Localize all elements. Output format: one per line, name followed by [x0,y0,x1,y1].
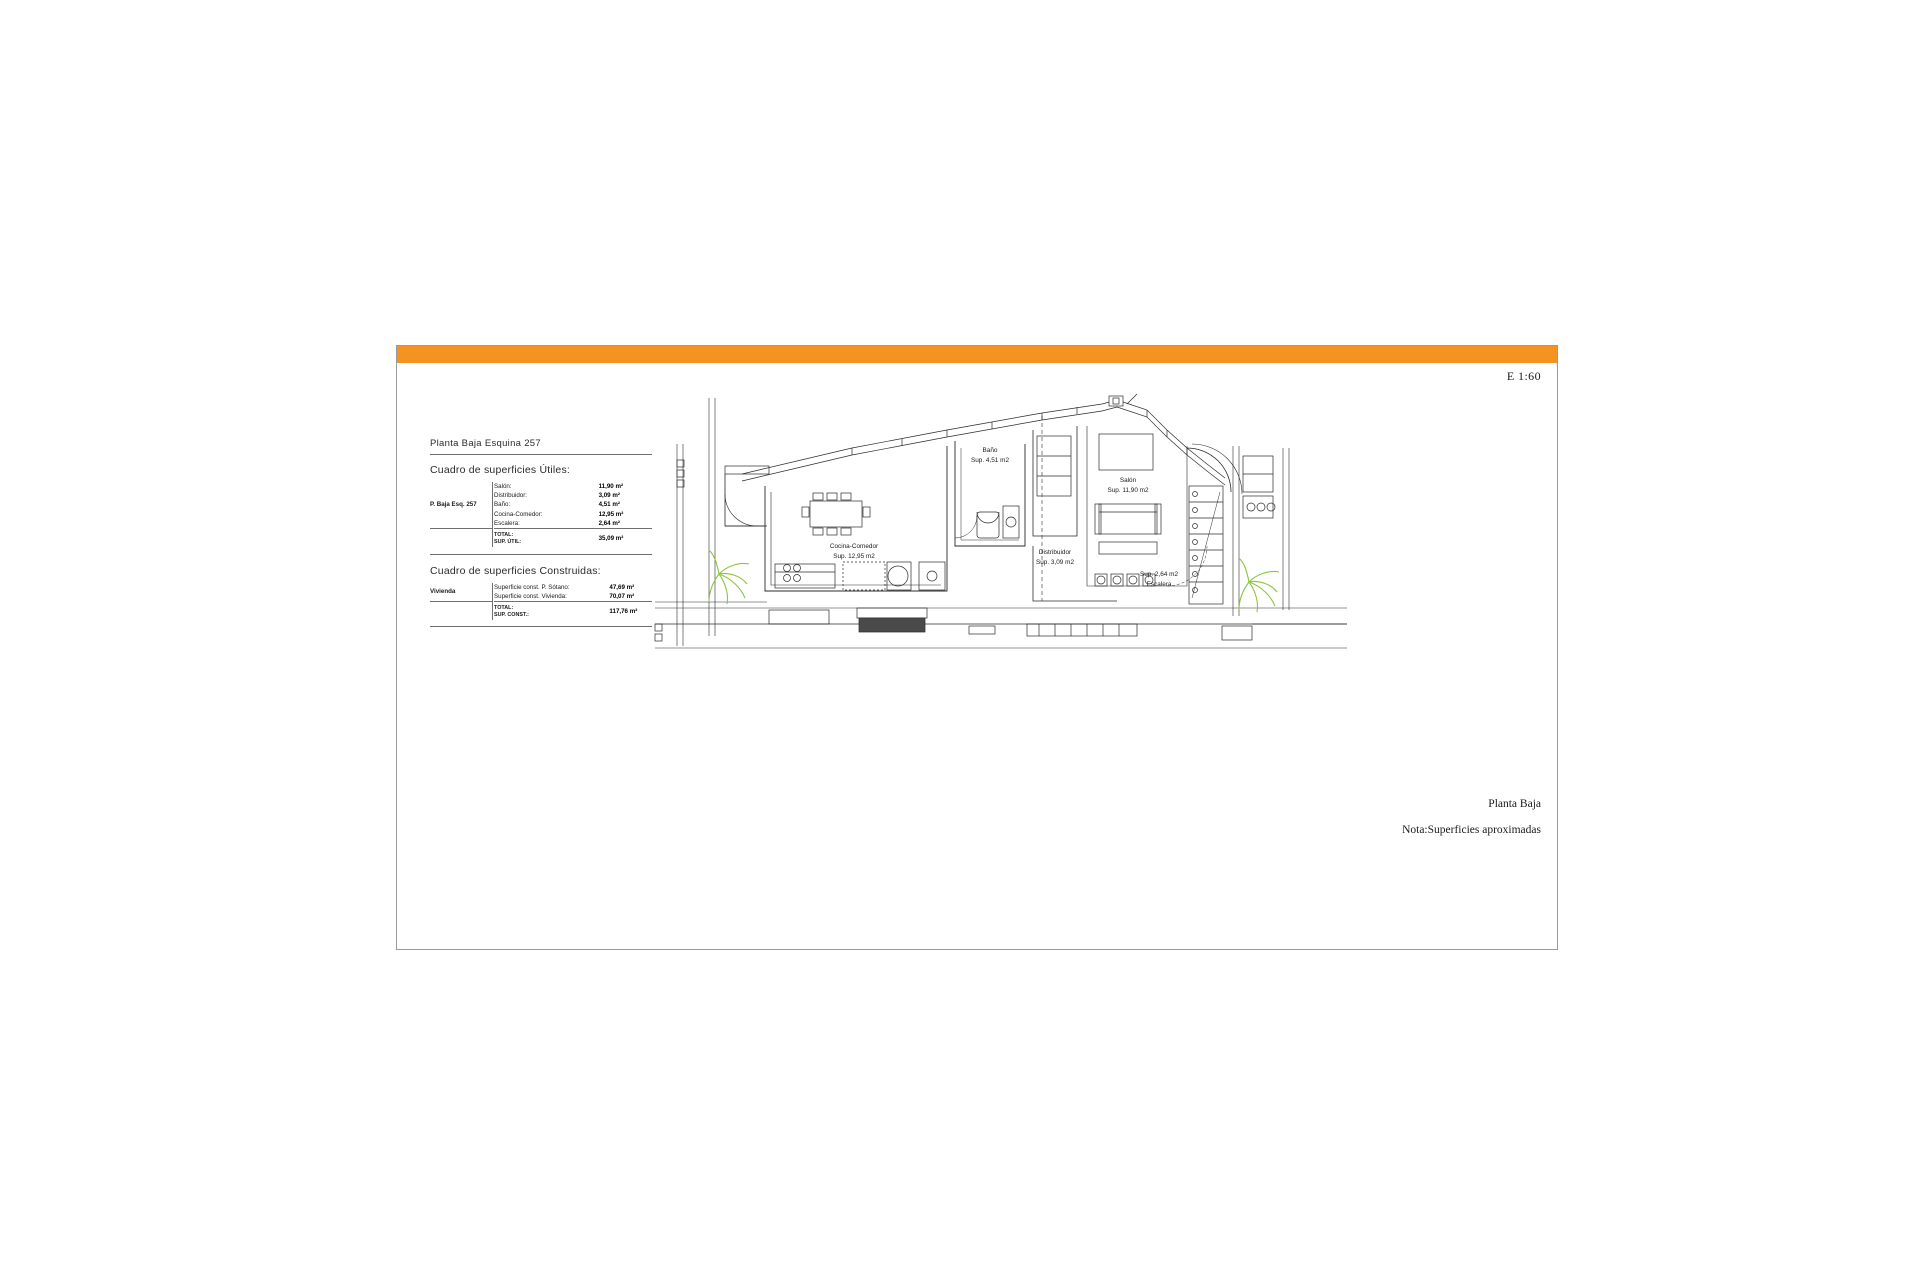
total-label-line2: SUP. ÚTIL: [494,538,522,545]
room-label-distribuidor-line1: Distribuidor [1038,549,1072,556]
total-label-line2: SUP. CONST.: [494,611,529,618]
item-value: 47,69 m² [609,583,635,591]
table-row [430,482,652,491]
item-value: 70,07 m² [609,592,635,600]
plan-title: Planta Baja Esquina 257 [430,438,541,449]
built-row-label: Vivienda [430,588,456,596]
item-value: 3,09 m² [598,492,620,500]
built-surfaces-table [430,583,652,620]
room-label-bano-line1: Baño [982,447,998,454]
plan-note: Nota:Superficies aproximadas [1402,824,1541,836]
item-value: 11,90 m² [598,483,624,491]
floor-plan-sheet [396,345,1558,950]
table-row [430,583,652,592]
item-name: Superficie const. P. Sótano: [494,583,570,591]
useful-surfaces-heading: Cuadro de superficies Útiles: [430,464,571,476]
total-label [494,528,599,546]
useful-row-label: P. Baja Esq. 257 [430,501,477,509]
room-label-salon-line2: Sup. 11,90 m2 [1107,487,1149,494]
item-name: Salón: [494,483,512,491]
item-name: Escalera: [494,519,520,527]
room-label-bano-line2: Sup. 4,51 m2 [970,457,1010,464]
room-label-salon-line1: Salón [1119,477,1137,484]
table-row-total [430,528,652,546]
item-value: 4,51 m² [598,501,620,509]
built-surfaces-heading: Cuadro de superficies Construidas: [430,564,601,577]
table-row-total [430,601,652,619]
block-bottom-divider [430,626,652,627]
room-label-escalera-line2: Escalera [1146,581,1172,588]
surface-tables [430,438,652,627]
useful-surfaces-table [430,482,652,547]
floor-plan-drawing [647,386,1547,706]
item-value: 12,95 m² [598,510,624,518]
room-label-escalera-line1: Sup. 2,64 m2 [1139,571,1179,578]
accent-bar [397,346,1557,363]
room-label-cocina-line2: Sup. 12,95 m2 [833,553,875,560]
room-label-distribuidor-line2: Sup. 3,09 m2 [1035,559,1075,566]
plan-caption: Planta Baja [1488,798,1541,810]
total-value: 35,09 m² [599,528,652,546]
item-name: Distribuidor: [494,492,528,500]
item-name: Cocina-Comedor: [494,510,543,518]
total-label-line1: TOTAL: [494,604,514,611]
item-name: Superficie const. Vivienda: [494,592,567,600]
section-divider [430,554,652,555]
total-value: 117,76 m² [609,601,652,619]
item-name: Baño: [494,501,511,509]
room-label-cocina-line1: Cocina-Comedor [829,543,879,550]
title-divider [430,454,652,455]
total-label [494,601,609,619]
item-value: 2,64 m² [598,519,620,527]
scale-label: E 1:60 [1506,369,1541,383]
total-label-line1: TOTAL: [494,531,514,538]
